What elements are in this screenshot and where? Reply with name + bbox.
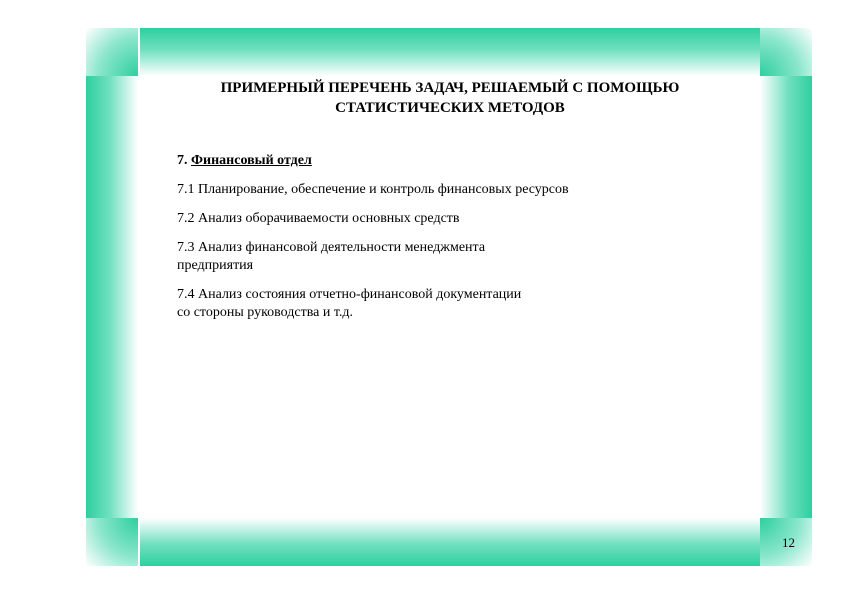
section-heading bbox=[177, 152, 737, 170]
list-item-line: 7.2 Анализ оборачиваемости основных средств bbox=[177, 211, 460, 226]
list-item-line: 7.1 Планирование, обеспечение и контроль финансовых ресурсов bbox=[177, 182, 569, 197]
slide-title bbox=[140, 78, 760, 118]
frame-corner-top-right bbox=[760, 28, 812, 76]
list-item bbox=[177, 210, 737, 228]
list-item bbox=[177, 181, 737, 199]
frame-top-bar bbox=[140, 28, 760, 76]
list-item-line: 7.4 Анализ состояния отчетно-финансовой документации bbox=[177, 287, 522, 302]
frame-corner-top-left bbox=[86, 28, 138, 76]
list-item-line: предприятия bbox=[177, 258, 254, 273]
list-item bbox=[177, 239, 737, 275]
section-finance bbox=[177, 152, 737, 333]
section-number: 7. bbox=[177, 153, 188, 168]
page-number: 12 bbox=[782, 535, 795, 550]
frame-right-bar bbox=[760, 76, 812, 518]
frame-left-bar bbox=[86, 76, 138, 518]
section-name: Финансовый отдел bbox=[191, 153, 312, 168]
frame-bottom-bar bbox=[140, 518, 760, 566]
list-item-line: со стороны руководства и т.д. bbox=[177, 305, 354, 320]
frame-corner-bottom-left bbox=[86, 518, 138, 566]
list-item bbox=[177, 286, 737, 322]
slide-title-line-1: ПРИМЕРНЫЙ ПЕРЕЧЕНЬ ЗАДАЧ, РЕШАЕМЫЙ С ПОМОЩЬЮ bbox=[220, 80, 680, 96]
slide-content bbox=[140, 76, 760, 518]
list-item-line: 7.3 Анализ финансовой деятельности менеджмента bbox=[177, 240, 486, 255]
slide-title-line-2: СТАТИСТИЧЕСКИХ МЕТОДОВ bbox=[335, 100, 565, 116]
